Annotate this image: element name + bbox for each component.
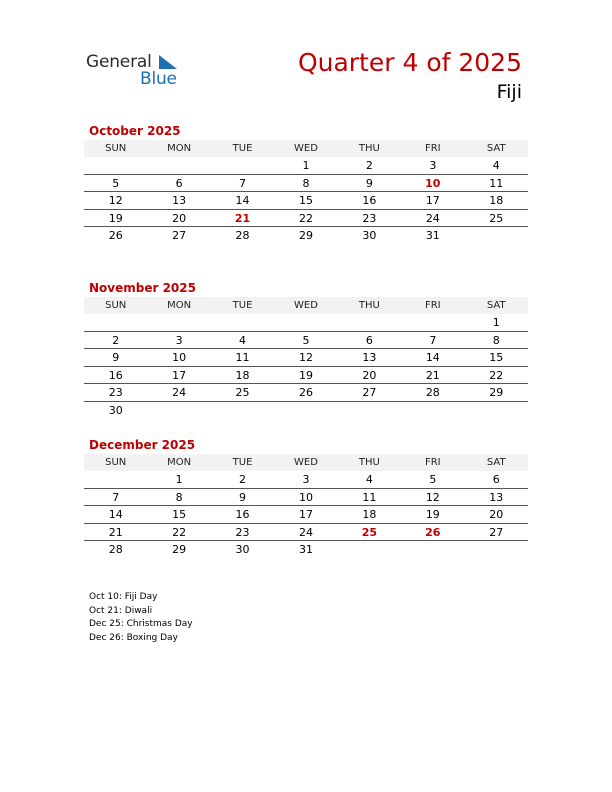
- weekday-header: MON: [167, 300, 192, 311]
- day-cell: 17: [425, 194, 440, 207]
- day-cell: 14: [425, 351, 440, 364]
- day-cell: 29: [489, 386, 504, 399]
- week-row: [84, 384, 528, 402]
- weekday-header: TUE: [232, 143, 253, 154]
- weekday-header: FRI: [424, 457, 441, 468]
- day-cell: 28: [235, 229, 250, 242]
- empty-day-cell: [338, 541, 401, 559]
- day-cell: 16: [235, 508, 250, 521]
- day-cell: 10: [298, 490, 313, 504]
- week-row: [84, 506, 528, 524]
- holiday-item: Dec 26: Boxing Day: [89, 632, 178, 643]
- weekday-header: SUN: [105, 457, 127, 468]
- day-cell: 11: [489, 176, 504, 190]
- day-cell: 3: [175, 333, 183, 347]
- day-cell: 26: [108, 229, 123, 242]
- weekday-header: SAT: [486, 143, 506, 154]
- day-cell: 18: [489, 194, 504, 207]
- month-october: [84, 122, 528, 245]
- weekday-header-row: [84, 454, 528, 471]
- day-cell: 15: [298, 194, 313, 207]
- week-row: [84, 524, 528, 542]
- day-cell: 20: [172, 211, 187, 225]
- day-cell: 11: [362, 490, 377, 504]
- day-cell: 25: [361, 525, 378, 539]
- week-row: [84, 314, 528, 332]
- day-cell: 13: [489, 490, 504, 504]
- day-cell: 5: [112, 176, 120, 190]
- day-cell: 24: [298, 525, 313, 539]
- day-cell: 20: [489, 508, 504, 521]
- day-cell: 15: [489, 351, 504, 364]
- day-cell: 25: [235, 386, 250, 399]
- day-cell: 10: [172, 351, 187, 364]
- day-cell: 18: [235, 368, 250, 382]
- generalblue-logo: [86, 52, 186, 92]
- day-cell: 3: [429, 159, 437, 172]
- day-cell: 13: [172, 194, 187, 207]
- week-row: [84, 227, 528, 245]
- day-cell: 22: [489, 368, 504, 382]
- weekday-header: SAT: [486, 300, 506, 311]
- weekday-header: SAT: [486, 457, 506, 468]
- day-cell: 28: [425, 386, 440, 399]
- day-cell: 26: [298, 386, 313, 399]
- day-cell: 21: [108, 525, 123, 539]
- day-cell: 16: [362, 194, 377, 207]
- day-cell: 18: [362, 508, 377, 521]
- weekday-header: THU: [358, 143, 380, 154]
- day-cell: 15: [172, 508, 187, 521]
- day-cell: 19: [108, 211, 123, 225]
- day-cell: 24: [172, 386, 187, 399]
- day-cell: 4: [239, 333, 247, 347]
- day-cell: 22: [298, 211, 313, 225]
- month-title: December 2025: [89, 438, 196, 452]
- holiday-item: Oct 10: Fiji Day: [89, 592, 158, 602]
- day-cell: 4: [492, 159, 500, 172]
- week-row: [84, 192, 528, 210]
- day-cell: 19: [425, 508, 440, 521]
- weekday-header: WED: [294, 457, 318, 468]
- day-cell: 3: [302, 473, 310, 486]
- day-cell: 17: [172, 368, 187, 382]
- day-cell: 10: [425, 176, 441, 190]
- logo-triangle-icon: [159, 55, 177, 69]
- day-cell: 28: [108, 543, 123, 556]
- weekday-header: THU: [358, 300, 380, 311]
- empty-day-cell: [338, 314, 401, 331]
- day-cell: 31: [425, 229, 440, 242]
- weekday-header-row: [84, 297, 528, 314]
- week-row: [84, 471, 528, 489]
- day-cell: 23: [235, 525, 250, 539]
- week-row: [84, 367, 528, 385]
- empty-day-cell: [84, 157, 147, 174]
- day-cell: 17: [298, 508, 313, 521]
- day-cell: 1: [492, 316, 500, 329]
- day-cell: 27: [489, 525, 504, 539]
- day-cell: 6: [492, 473, 500, 486]
- day-cell: 22: [172, 525, 187, 539]
- day-cell: 29: [298, 229, 313, 242]
- day-cell: 8: [302, 176, 310, 190]
- day-cell: 24: [425, 211, 440, 225]
- day-cell: 7: [429, 333, 437, 347]
- empty-day-cell: [465, 541, 528, 559]
- day-cell: 7: [112, 490, 120, 504]
- page-title: Quarter 4 of 2025: [297, 48, 522, 77]
- week-row: [84, 541, 528, 559]
- week-row: [84, 157, 528, 175]
- day-cell: 30: [235, 543, 250, 556]
- day-cell: 6: [365, 333, 373, 347]
- day-cell: 9: [112, 351, 120, 364]
- day-cell: 27: [172, 229, 187, 242]
- day-cell: 5: [302, 333, 310, 347]
- day-cell: 2: [365, 159, 373, 172]
- day-cell: 19: [298, 368, 313, 382]
- empty-day-cell: [147, 402, 210, 420]
- day-cell: 12: [298, 351, 313, 364]
- week-row: [84, 489, 528, 507]
- weekday-header: WED: [294, 300, 318, 311]
- day-cell: 8: [175, 490, 183, 504]
- day-cell: 1: [175, 473, 183, 486]
- day-cell: 20: [362, 368, 377, 382]
- week-row: [84, 349, 528, 367]
- weekday-header: SUN: [105, 300, 127, 311]
- day-cell: 12: [108, 194, 123, 207]
- day-cell: 21: [425, 368, 440, 382]
- day-cell: 29: [172, 543, 187, 556]
- month-title: October 2025: [89, 124, 181, 138]
- day-cell: 30: [362, 229, 377, 242]
- empty-day-cell: [211, 157, 274, 174]
- day-cell: 5: [429, 473, 437, 486]
- logo-text-blue: Blue: [140, 69, 177, 89]
- weekday-header: TUE: [232, 300, 253, 311]
- day-cell: 14: [235, 194, 250, 207]
- empty-day-cell: [147, 314, 210, 331]
- country-name: Fiji: [496, 81, 522, 103]
- weekday-header: SUN: [105, 143, 127, 154]
- day-cell: 2: [112, 333, 120, 347]
- week-row: [84, 332, 528, 350]
- empty-day-cell: [274, 402, 337, 420]
- day-cell: 30: [108, 403, 123, 417]
- day-cell: 12: [425, 490, 440, 504]
- day-cell: 27: [362, 386, 377, 399]
- weekday-header-row: [84, 140, 528, 157]
- empty-day-cell: [401, 402, 464, 420]
- day-cell: 21: [234, 211, 251, 225]
- weekday-header: THU: [358, 457, 380, 468]
- day-cell: 31: [298, 543, 313, 556]
- day-cell: 6: [175, 176, 183, 190]
- empty-day-cell: [211, 402, 274, 420]
- holiday-list: [89, 591, 193, 645]
- day-cell: 7: [239, 176, 247, 190]
- empty-day-cell: [147, 157, 210, 174]
- holiday-item: Dec 25: Christmas Day: [89, 619, 193, 629]
- day-cell: 13: [362, 351, 377, 364]
- weekday-header: WED: [294, 143, 318, 154]
- logo-text-general: General: [86, 52, 152, 72]
- month-december: [84, 436, 528, 559]
- holiday-item: Oct 21: Diwali: [89, 605, 153, 616]
- day-cell: 1: [302, 159, 310, 172]
- weekday-header: FRI: [424, 300, 441, 311]
- day-cell: 9: [365, 176, 373, 190]
- empty-day-cell: [465, 402, 528, 420]
- weekday-header: MON: [167, 457, 192, 468]
- day-cell: 2: [239, 473, 247, 486]
- empty-day-cell: [338, 402, 401, 420]
- month-title: November 2025: [89, 281, 196, 295]
- day-cell: 16: [108, 368, 123, 382]
- week-row: [84, 402, 528, 420]
- day-cell: 9: [239, 490, 247, 504]
- weekday-header: MON: [167, 143, 192, 154]
- day-cell: 8: [492, 333, 500, 347]
- day-cell: 14: [108, 508, 123, 521]
- day-cell: 23: [362, 211, 377, 225]
- weekday-header: TUE: [232, 457, 253, 468]
- week-row: [84, 210, 528, 228]
- day-cell: 26: [425, 525, 441, 539]
- week-row: [84, 175, 528, 193]
- empty-day-cell: [274, 314, 337, 331]
- empty-day-cell: [401, 314, 464, 331]
- empty-day-cell: [211, 314, 274, 331]
- month-november: [84, 279, 528, 419]
- empty-day-cell: [401, 541, 464, 559]
- empty-day-cell: [84, 471, 147, 488]
- empty-day-cell: [84, 314, 147, 331]
- weekday-header: FRI: [424, 143, 441, 154]
- day-cell: 11: [235, 351, 250, 364]
- day-cell: 23: [108, 386, 123, 399]
- day-cell: 25: [489, 211, 504, 225]
- empty-day-cell: [465, 227, 528, 245]
- day-cell: 4: [365, 473, 373, 486]
